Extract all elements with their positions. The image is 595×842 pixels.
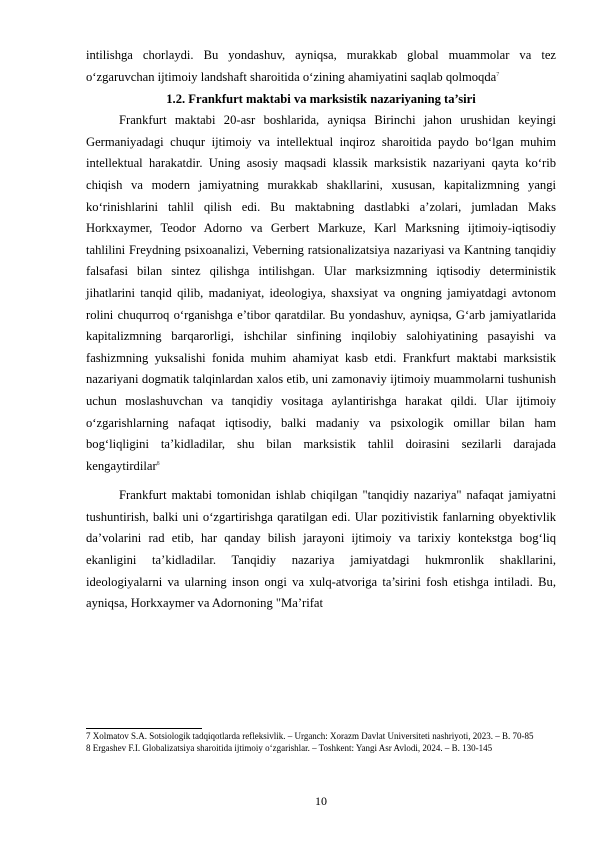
footnote-ref-8[interactable]: 8 bbox=[156, 460, 160, 467]
body-text bbox=[86, 45, 556, 615]
footnote-7: 7 Xolmatov S.A. Sotsiologik tadqiqotlarda refleksivlik. – Urganch: Xorazm Davlat Universiteti nashriyoti, 2023. – B. 70-85 bbox=[86, 731, 534, 741]
page-number: 10 bbox=[315, 794, 327, 808]
footnote-divider bbox=[86, 728, 202, 729]
footnote-ref-7[interactable]: 7 bbox=[496, 71, 500, 78]
paragraph-1 bbox=[86, 110, 556, 477]
footnote-8: 8 Ergashev F.I. Globalizatsiya sharoitida ijtimoiy o‘zgarishlar. – Toshkent: Yangi Asr Avlodi, 2024. – B. 130-145 bbox=[86, 743, 493, 754]
footnotes bbox=[86, 730, 556, 755]
paragraph-1-text: Frankfurt maktabi 20-asr boshlarida, ayniqsa Birinchi jahon urushidan keyingi Germaniyadagi chuqur ijtimoiy va intellektual inqiroz sharoitida paydo bo‘lgan muhim intellektual harakatdir. Uning asosiy maqsadi klassik marksistik nazariyani qayta ko‘rib chiqish va modern jamiyatning murakkab shakllarini, xususan, kapitalizmning yangi ko‘rinishlarini tahlil qilish edi. Bu maktabning dastlabki a’zolari, jumladan Maks Horkxaymer, Teodor Adorno va Gerbert Markuze, Karl Marksning ijtimoiy-iqtisodiy tahlilini Freydning psixoanalizi, Veberning ratsionalizatsiya nazariyasi va Kantning tanqidiy falsafasi bilan sintez qilishga intilishgan. Ular marksizmning iqtisodiy deterministik jihatlarini tanqid qilib, madaniyat, ideologiya, shaxsiyat va ongning jamiyatdagi avtonom rolini chuqurroq o‘rganishga e’tibor qaratdilar. Bu yondashuv, ayniqsa, G‘arb jamiyatlarida kapitalizmning barqarorligi, ishchilar sinfining inqilobiy salohiyatining pasayishi va fashizmning yuksalishi fonida muhim ahamiyat kasb etdi. Frankfurt maktabi marksistik nazariyani dogmatik talqinlardan xalos etib, uni zamonaviy ijtimoiy muammolarni tushunish uchun moslashuvchan va tanqidiy vositaga aylantirishga harakat qildi. Ular ijtimoiy o‘zgarishlarning nafaqat iqtisodiy, balki madaniy va psixologik omillar bilan ham bog‘liqligini ta’kidladilar, shu bilan marksistik tahlil doirasini sezilarli darajada kengaytirdilar bbox=[86, 113, 556, 473]
paragraph-gap bbox=[86, 477, 556, 485]
paragraph-intro bbox=[86, 45, 556, 88]
section-heading: 1.2. Frankfurt maktabi va marksistik nazariyaning ta’siri bbox=[166, 92, 476, 107]
paragraph-intro-text: intilishga chorlaydi. Bu yondashuv, ayniqsa, murakkab global muammolar va tez o‘zgaruvchan ijtimoiy landshaft sharoitida o‘zining ahamiyatini saqlab qolmoqda bbox=[86, 48, 556, 84]
paragraph-2: Frankfurt maktabi tomonidan ishlab chiqilgan "tanqidiy nazariya" nafaqat jamiyatni tushuntirish, balki uni o‘zgartirishga qaratilgan edi. Ular pozitivistik fanlarning obyektivlik da’volarini rad etib, har qanday bilish jarayoni ijtimoiy va tarixiy kontekstga bog‘liq ekanligini ta’kidladilar. Tanqidiy nazariya jamiyatdagi hukmronlik shakllarini, ideologiyalarni va ularning inson ongi va xulq-atvoriga ta’sirini fosh etishga intiladi. Bu, ayniqsa, Horkxaymer va Adornoning "Ma’rifat bbox=[86, 488, 556, 611]
